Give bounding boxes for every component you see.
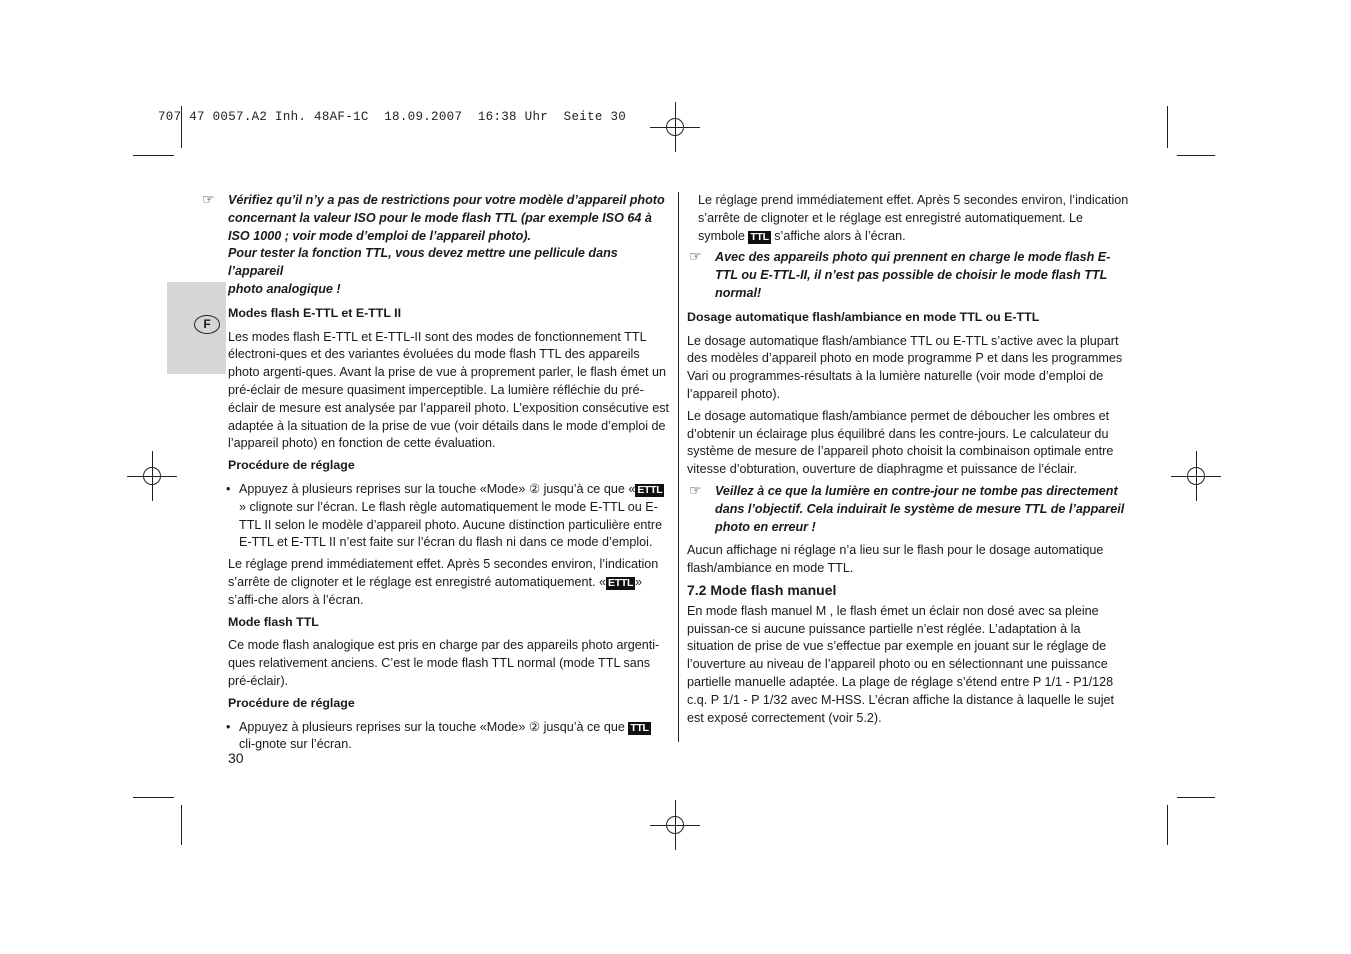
page-number: 30 [228, 750, 244, 766]
bullet-ttl-procedure: • Appuyez à plusieurs reprises sur la touche «Mode» ② jusqu’à ce que TTL cli-gnote sur l’écran. [226, 719, 649, 752]
crop-mark [1167, 106, 1168, 148]
crop-mark [1167, 805, 1168, 845]
note-backlight: ☞ Veillez à ce que la lumière en contre-jour ne tombe pas directement dans l’objectif. Cela induirait le système de mesure TTL de l’appareil photo en erreur ! [689, 481, 1125, 534]
crop-mark [1177, 797, 1215, 798]
print-slug-line: 707 47 0057.A2 Inh. 48AF-1C 18.09.2007 16:38 Uhr Seite 30 [158, 110, 627, 124]
ttl-badge-icon: TTL [630, 721, 649, 734]
paragraph-no-display: Aucun affichage ni réglage n’a lieu sur le flash pour le dosage automatique flash/ambiance en mode TTL. [687, 543, 1104, 576]
section-heading-manual-flash: 7.2 Mode flash manuel [687, 581, 837, 598]
section-heading-fill-flash: Dosage automatique flash/ambiance en mode TTL ou E-TTL [687, 309, 1040, 324]
left-column [202, 191, 670, 758]
column-divider [678, 192, 679, 742]
registration-mark-left [137, 461, 167, 491]
registration-mark-top [660, 112, 690, 142]
section-heading-ettl: Modes flash E-TTL et E-TTL II [228, 305, 402, 320]
crop-mark [181, 805, 182, 845]
crop-mark [1177, 155, 1215, 156]
ttl-badge-icon: TTL [750, 230, 769, 243]
paragraph-ettl-confirm: Le réglage prend immédiatement effet. Après 5 secondes environ, l’indication s’arrête de clignoter et le réglage est enregistré automatiquement. « ETTL » s’affi-che alors à l’écran. [228, 557, 659, 607]
paragraph-ettl-description: Les modes flash E-TTL et E-TTL-II sont des modes de fonctionnement TTL électroni-ques et des variantes évoluées du mode flash TTL des appareils photo argenti-ques. Avant la prise de vue à proprement parler, le flash émet un pré-éclair de mesure quasiment imperceptible. La lumière réfléchie du pré-éclair de mesure est analysée par l’appareil photo. L’exposition consécutive est adaptée à la situation de la prise de vue (voir détails dans le mode d’emploi de l’appareil photo) en fonction de cette évaluation. [228, 329, 670, 451]
paragraph-manual-flash: En mode flash manuel M , le flash émet un éclair non dosé avec sa pleine puissan-ce si aucune puissance partielle n’est réglée. L’adaptation à la situation de prise de vue s’effectue par exemple en jouant sur le réglage de l’ouverture au niveau de l’appareil photo ou en sélectionnant une puissance partielle manuelle adaptée. La plage de réglage s’étend entre P 1/1 - P1/128 c.q. P 1/1 - P 1/32 avec M-HSS. L’écran affiche la distance à laquelle le sujet est exposé correctement (voir 5.2). [687, 603, 1115, 725]
paragraph-ttl-confirm: Le réglage prend immédiatement effet. Après 5 secondes environ, l’indication s’arrête de clignoter et le réglage est enregistré automatiquement. Le symbole TTL s’affiche alors à l’écran. [698, 193, 1129, 243]
language-badge: F [194, 315, 220, 334]
paragraph-fill-flash-1: Le dosage automatique flash/ambiance TTL ou E-TTL s’active avec la plupart des modèles d’appareil photo en mode programme P et dans les programmes Vari ou programmes-résultats à la lumière naturelle (voir mode d’emploi de l’appareil photo). [687, 333, 1123, 401]
section-heading-ttl: Mode flash TTL [228, 614, 319, 629]
ettl-badge-icon: ETTL [608, 576, 634, 589]
pointing-hand-icon: ☞ [202, 191, 215, 207]
registration-mark-right [1181, 461, 1211, 491]
section-heading-procedure: Procédure de réglage [228, 458, 355, 473]
section-heading-procedure-ttl: Procédure de réglage [228, 695, 355, 710]
pointing-hand-icon: ☞ [689, 481, 702, 498]
bullet-ettl-procedure: • Appuyez à plusieurs reprises sur la touche «Mode» ② jusqu’à ce que « ETTL» clignote sur l’écran. Le flash règle automatiquement le mode E-TTL ou E-TTL II selon le modèle d’appareil photo. Aucune distinction particulière entre E-TTL et E-TTL II n’est faite sur l’écran du flash ni dans ce mode d’emploi. [226, 481, 663, 550]
bullet-dot: • [226, 481, 231, 496]
pointing-hand-icon: ☞ [689, 248, 702, 265]
crop-mark [133, 797, 174, 798]
bullet-dot: • [226, 719, 231, 734]
ettl-badge-icon: ETTL [637, 483, 663, 496]
note-ettl-cameras: ☞ Avec des appareils photo qui prennent en charge le mode flash E-TTL ou E-TTL-II, il n’est pas possible de choisir le mode flash TTL normal! [689, 248, 1111, 300]
paragraph-fill-flash-2: Le dosage automatique flash/ambiance permet de déboucher les ombres et d’obtenir un éclairage plus équilibré dans les contre-jours. Le calculateur du système de mesure de l’appareil photo choisit la combinaison optimale entre vitesse d’obturation, ouverture de diaphragme et puissance de l’éclair. [687, 408, 1114, 477]
note-iso-warning: ☞ Vérifiez qu’il n’y a pas de restrictions pour votre modèle d’appareil photo concernant la valeur ISO pour le mode flash TTL (par exemple ISO 64 à ISO 1000 ; voir mode d’emploi de l’appareil photo). Pour tester la fonction TTL, vous devez mettre une pellicule dans l’appareil photo analogique ! [202, 191, 665, 296]
right-column [687, 192, 1130, 731]
paragraph-ttl-description: Ce mode flash analogique est pris en charge par des appareils photo argenti-ques relativement anciens. C’est le mode flash TTL normal (mode TTL sans pré-éclair). [228, 638, 660, 688]
crop-mark [133, 155, 174, 156]
registration-mark-bottom [660, 810, 690, 840]
